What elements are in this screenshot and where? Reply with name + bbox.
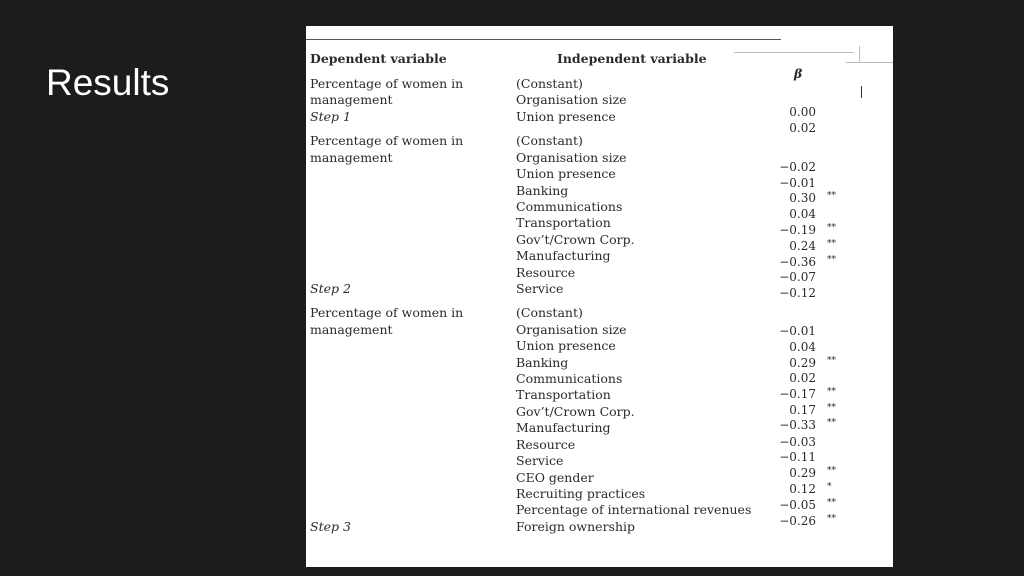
significance-marker: **: [827, 514, 836, 524]
independent-var: Recruiting practices: [516, 486, 646, 501]
beta-value: −0.01: [779, 176, 816, 190]
independent-var: Gov’t/Crown Corp.: [516, 232, 635, 247]
significance-marker: **: [827, 466, 836, 476]
independent-var: (Constant): [516, 76, 583, 91]
independent-var: Union presence: [516, 338, 616, 353]
dependent-var: Percentage of women in: [310, 76, 464, 91]
independent-var: Banking: [516, 183, 569, 198]
dependent-var: management: [310, 92, 393, 107]
beta-value: 0.04: [789, 207, 816, 221]
beta-value: 0.12: [789, 482, 816, 496]
independent-var: Manufacturing: [516, 248, 611, 263]
beta-value: −0.12: [779, 286, 816, 300]
beta-value: −0.03: [779, 435, 816, 449]
significance-marker: **: [827, 403, 836, 413]
significance-marker: **: [827, 255, 836, 265]
dependent-var: Percentage of women in: [310, 305, 464, 320]
independent-var: Manufacturing: [516, 420, 611, 435]
beta-value: 0.00: [789, 105, 816, 119]
independent-var: Organisation size: [516, 322, 627, 337]
independent-var: CEO gender: [516, 470, 594, 485]
step-label: Step 3: [310, 519, 351, 534]
independent-var: (Constant): [516, 305, 583, 320]
regression-table-image: [306, 26, 893, 567]
significance-marker: **: [827, 223, 836, 233]
beta-value: −0.36: [779, 255, 816, 269]
beta-value: 0.24: [789, 239, 816, 253]
independent-var: Transportation: [516, 387, 611, 402]
fragment-tick: [861, 86, 862, 98]
beta-value: −0.01: [779, 324, 816, 338]
beta-value: 0.02: [789, 371, 816, 385]
fragment-rule: [734, 52, 854, 53]
dependent-var: management: [310, 150, 393, 165]
beta-value: 0.30: [789, 191, 816, 205]
beta-value: 0.29: [789, 356, 816, 370]
independent-var: Resource: [516, 265, 576, 280]
beta-value: 0.02: [789, 121, 816, 135]
significance-marker: *: [827, 482, 832, 492]
significance-marker: **: [827, 239, 836, 249]
beta-value: −0.26: [779, 514, 816, 528]
beta-value: 0.04: [789, 340, 816, 354]
independent-var: Service: [516, 453, 564, 468]
top-rule: [306, 39, 781, 40]
beta-value: 0.17: [789, 403, 816, 417]
significance-marker: **: [827, 356, 836, 366]
fragment-rule: [859, 46, 860, 62]
independent-var: Transportation: [516, 215, 611, 230]
independent-var: Resource: [516, 437, 576, 452]
independent-var: Service: [516, 281, 564, 296]
step-label: Step 1: [310, 109, 351, 124]
dependent-var: management: [310, 322, 393, 337]
beta-value: −0.07: [779, 270, 816, 284]
significance-marker: **: [827, 191, 836, 201]
significance-marker: **: [827, 418, 836, 428]
col-header-beta: β: [794, 66, 803, 81]
significance-marker: **: [827, 498, 836, 508]
beta-value: −0.11: [779, 450, 816, 464]
independent-var: Communications: [516, 199, 623, 214]
step-label: Step 2: [310, 281, 351, 296]
beta-value: 0.29: [789, 466, 816, 480]
dependent-var: Percentage of women in: [310, 133, 464, 148]
independent-var: Gov’t/Crown Corp.: [516, 404, 635, 419]
significance-marker: **: [827, 387, 836, 397]
beta-value: −0.05: [779, 498, 816, 512]
independent-var: Organisation size: [516, 92, 627, 107]
beta-value: −0.02: [779, 160, 816, 174]
independent-var: Communications: [516, 371, 623, 386]
col-header-dependent: Dependent variable: [310, 51, 447, 66]
fragment-rule: [846, 62, 893, 63]
independent-var: Union presence: [516, 166, 616, 181]
independent-var: Banking: [516, 355, 569, 370]
independent-var: Union presence: [516, 109, 616, 124]
independent-var: Organisation size: [516, 150, 627, 165]
independent-var: Percentage of international revenues: [516, 502, 752, 517]
col-header-independent: Independent variable: [557, 51, 707, 66]
beta-value: −0.33: [779, 418, 816, 432]
beta-value: −0.17: [779, 387, 816, 401]
independent-var: Foreign ownership: [516, 519, 636, 534]
slide-title: Results: [46, 62, 170, 103]
independent-var: (Constant): [516, 133, 583, 148]
beta-value: −0.19: [779, 223, 816, 237]
